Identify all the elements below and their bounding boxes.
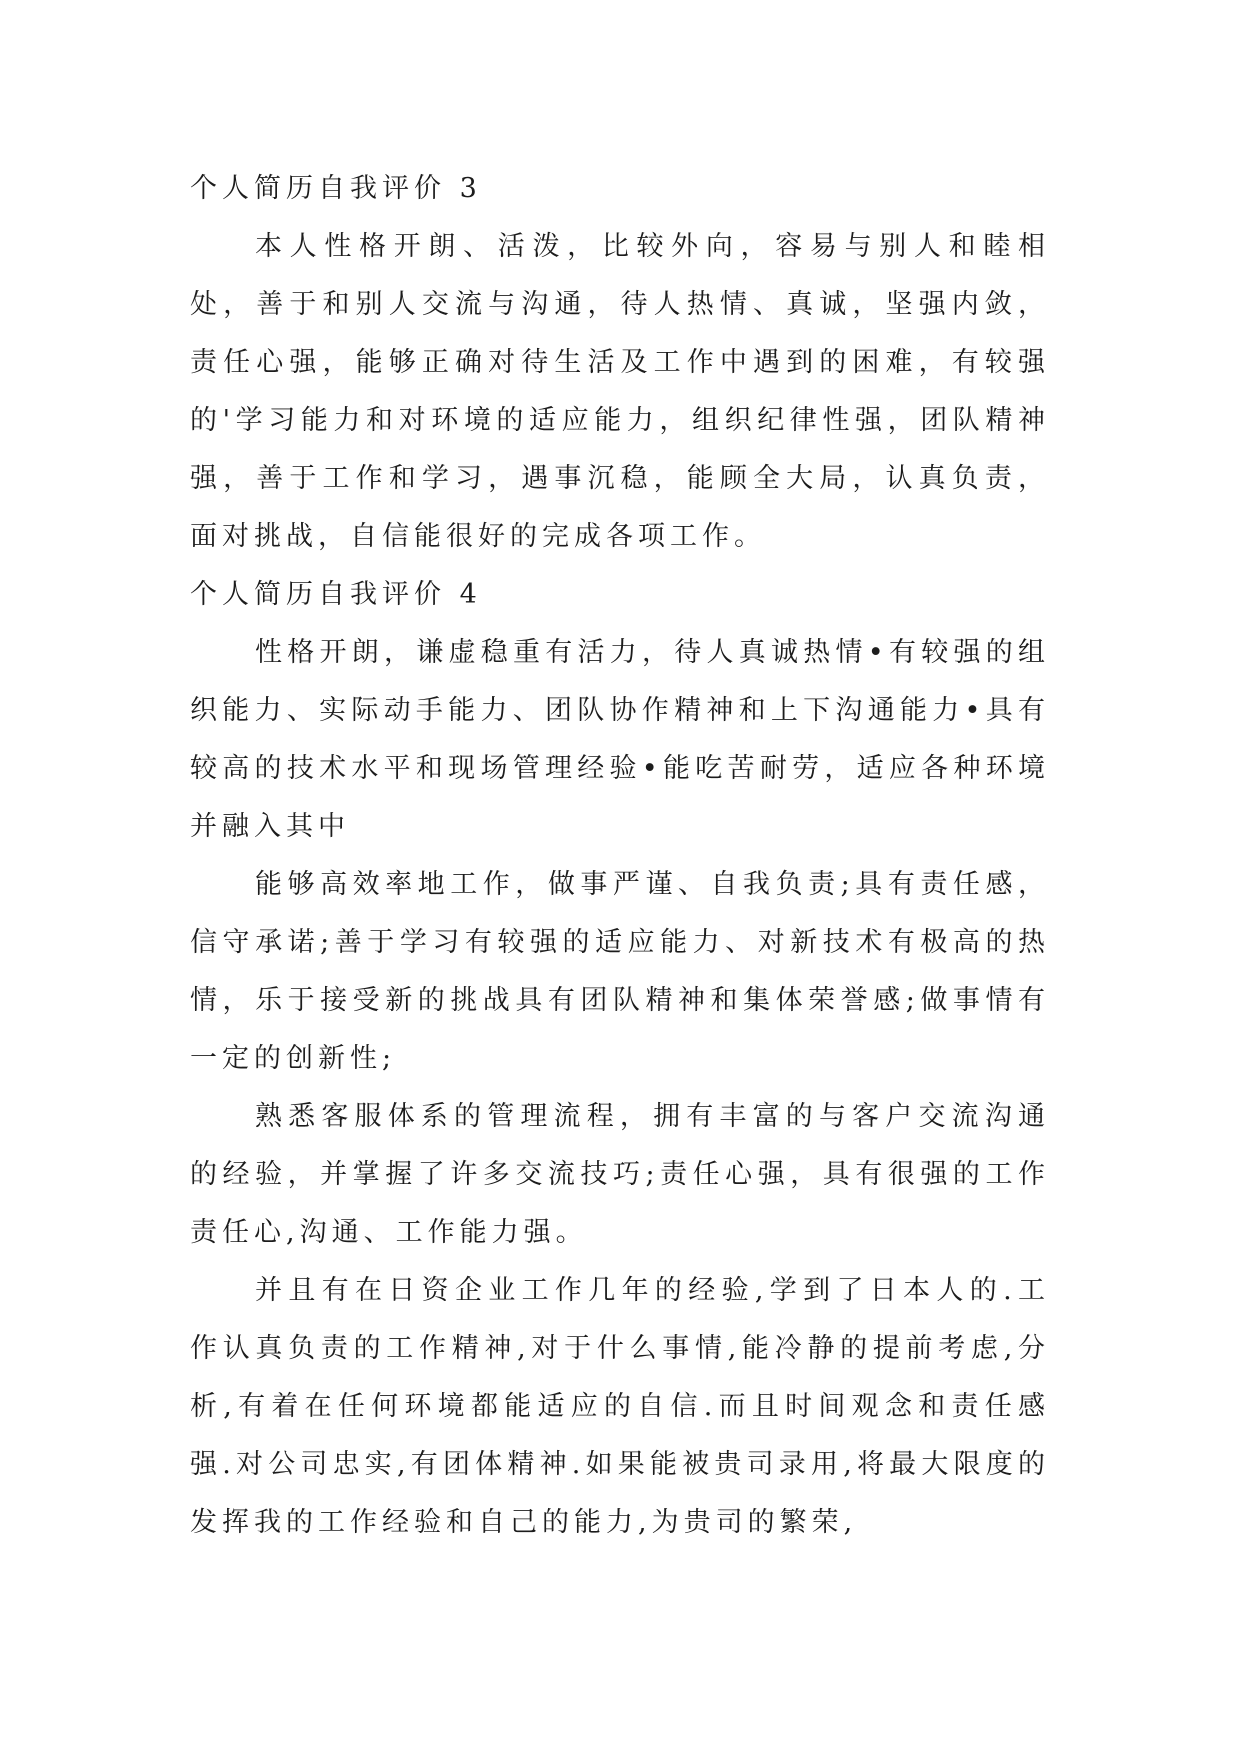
section-heading: 个人简历自我评价 4 bbox=[190, 579, 482, 610]
section-heading: 个人简历自我评价 3 bbox=[190, 173, 482, 204]
paragraph: 本人性格开朗、活泼，比较外向，容易与别人和睦相处，善于和别人交流与沟通，待人热情、真诚，坚强内敛，责任心强，能够正确对待生活及工作中遇到的困难，有较强的'学习能力和对环境的适应能力，组织纪律性强，团队精神强，善于工作和学习，遇事沉稳，能顾全大局，认真负责，面对挑战，自信能很好的完成各项工作。 bbox=[190, 231, 1050, 552]
section-self-evaluation-3 bbox=[190, 160, 1050, 566]
document-body bbox=[190, 160, 1050, 1552]
paragraph: 能够高效率地工作，做事严谨、自我负责;具有责任感，信守承诺;善于学习有较强的适应能力、对新技术有极高的热情，乐于接受新的挑战具有团队精神和集体荣誉感;做事情有一定的创新性; bbox=[190, 869, 1050, 1074]
paragraph: 并且有在日资企业工作几年的经验,学到了日本人的.工作认真负责的工作精神,对于什么事情,能冷静的提前考虑,分析,有着在任何环境都能适应的自信.而且时间观念和责任感强.对公司忠实,有团体精神.如果能被贵司录用,将最大限度的发挥我的工作经验和自己的能力,为贵司的繁荣, bbox=[190, 1275, 1050, 1538]
paragraph: 熟悉客服体系的管理流程，拥有丰富的与客户交流沟通的经验，并掌握了许多交流技巧;责任心强，具有很强的工作责任心,沟通、工作能力强。 bbox=[190, 1101, 1050, 1248]
section-self-evaluation-4 bbox=[190, 566, 1050, 1552]
paragraph: 性格开朗，谦虚稳重有活力，待人真诚热情•有较强的组织能力、实际动手能力、团队协作精神和上下沟通能力•具有较高的技术水平和现场管理经验•能吃苦耐劳，适应各种环境并融入其中 bbox=[190, 637, 1050, 842]
